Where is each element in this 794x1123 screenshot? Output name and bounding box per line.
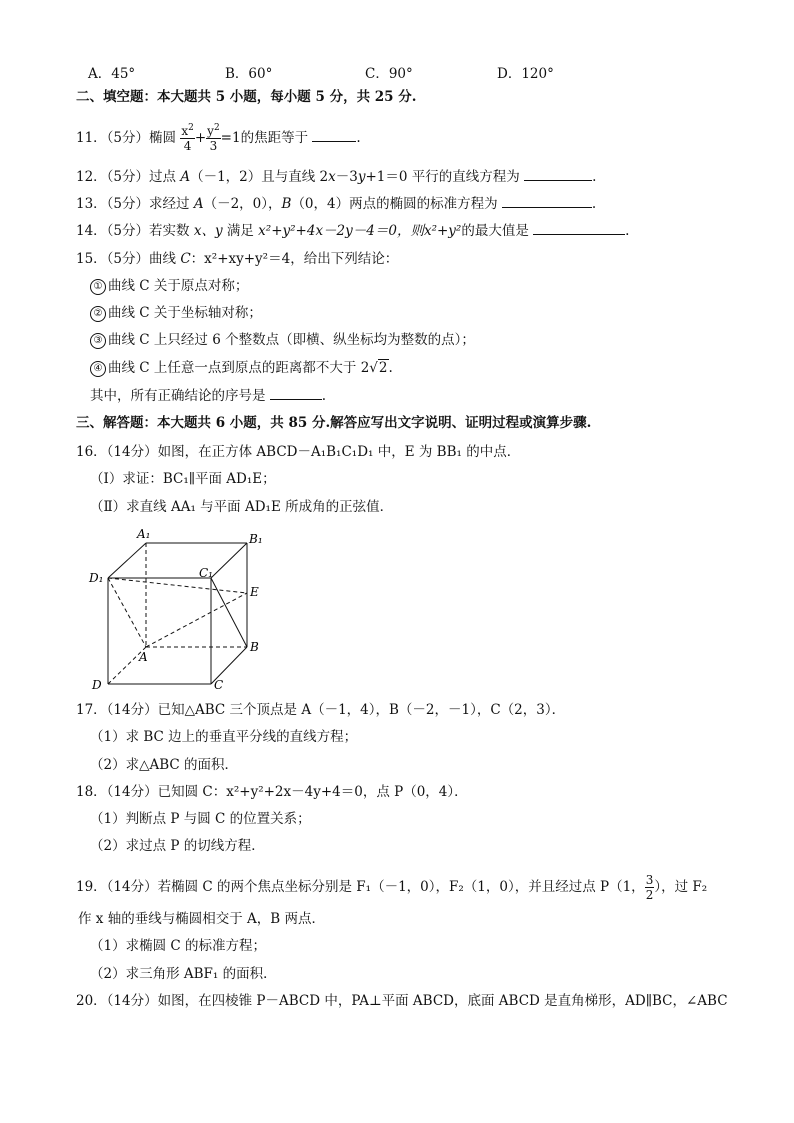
cube-figure [86, 526, 276, 696]
section2-title: 二、填空题：本大题共 5 小题，每小题 5 分，共 25 分. [76, 89, 417, 105]
q11-frac-x: $\frac{x^2}{4}$ [181, 123, 194, 153]
q16-part1: （Ⅰ）求证：BC₁∥平面 AD₁E； [90, 471, 276, 487]
q18-part2: （2）求过点 P 的切线方程． [90, 838, 265, 854]
q15-item-1: ① 曲线 C 关于原点对称； [90, 277, 248, 295]
q10-option-a: A．45° [88, 66, 136, 82]
q15-item-4: ④ 曲线 C 上任意一点到原点的距离都不大于 2√2. [90, 359, 393, 377]
label-b1: B₁ [249, 532, 263, 546]
label-b: B [250, 640, 259, 654]
section3-title: 三、解答题：本大题共 6 小题，共 85 分.解答应写出文字说明、证明过程或演算步骤. [76, 415, 592, 431]
q15-blank [270, 387, 322, 400]
q19: 19．（14分）若椭圆 C 的两个焦点坐标分别是 F₁（－1，0），F₂（1，0），并且经过点 P（1， $\frac{3}{2}$ ），过 F₂ [76, 873, 708, 902]
q12: 12．（5分）过点 A（－1，2）且与直线 2x－3y+1＝0 平行的直线方程为 . [76, 169, 597, 185]
q10-option-b: B．60° [225, 66, 273, 82]
label-d1: D₁ [89, 571, 104, 585]
label-c1: C₁ [199, 566, 213, 580]
q19-part1: （1）求椭圆 C 的标准方程； [90, 938, 267, 954]
label-a: A [139, 650, 148, 664]
q11-frac-y: $\frac{y^2}{3}$ [207, 123, 220, 153]
q16: 16．（14分）如图，在正方体 ABCD－A₁B₁C₁D₁ 中，E 为 BB₁ 的中点． [76, 444, 521, 460]
q17: 17．（14分）已知△ABC 三个顶点是 A（－1，4），B（－2，－1），C（2，3）． [76, 702, 566, 718]
label-a1: A₁ [137, 527, 151, 541]
q17-part2: （2）求△ABC 的面积． [90, 757, 239, 773]
q18: 18．（14分）已知圆 C：x²+y²+2x－4y+4＝0，点 P（0，4）． [76, 784, 468, 800]
q12-blank [524, 168, 592, 181]
q17-part1: （1）求 BC 边上的垂直平分线的直线方程； [90, 729, 358, 745]
q14: 14．（5分）若实数 x、y 满足 x²+y²+4x－2y－4＝0，则x²+y²的最大值是 . [76, 223, 630, 239]
q19-line2: 作 x 轴的垂线与椭圆相交于 A，B 两点． [78, 911, 325, 927]
q13: 13．（5分）求经过 A（－2，0），B（0，4）两点的椭圆的标准方程为 . [76, 196, 597, 212]
label-c: C [214, 678, 224, 692]
label-e: E [250, 585, 259, 599]
q10-option-c: C．90° [365, 66, 413, 82]
q14-blank [533, 222, 625, 235]
q15-summary: 其中，所有正确结论的序号是 . [90, 388, 327, 404]
label-d: D [92, 678, 102, 692]
q15: 15．（5分）曲线 C：x²+xy+y²＝4，给出下列结论： [76, 251, 399, 267]
q15-item-2: ② 曲线 C 关于坐标轴对称； [90, 304, 262, 322]
q11: 11．（5分）椭圆 $\frac{x^2}{4}$ + $\frac{y^2}{3}$ =1的焦距等于 . [76, 123, 361, 153]
q11-blank [312, 129, 356, 142]
q13-blank [502, 195, 592, 208]
q18-part1: （1）判断点 P 与圆 C 的位置关系； [90, 811, 311, 827]
q19-frac: $\frac{3}{2}$ [645, 873, 654, 902]
q20: 20．（14分）如图，在四棱锥 P－ABCD 中，PA⊥平面 ABCD，底面 ABCD 是直角梯形，AD∥BC，∠ABC [76, 993, 728, 1009]
q16-part2: （Ⅱ）求直线 AA₁ 与平面 AD₁E 所成角的正弦值． [90, 499, 394, 515]
q10-option-d: D．120° [497, 66, 554, 82]
q15-item-3: ③ 曲线 C 上只经过 6 个整数点（即横、纵坐标均为整数的点）； [90, 331, 475, 349]
q19-part2: （2）求三角形 ABF₁ 的面积． [90, 966, 277, 982]
